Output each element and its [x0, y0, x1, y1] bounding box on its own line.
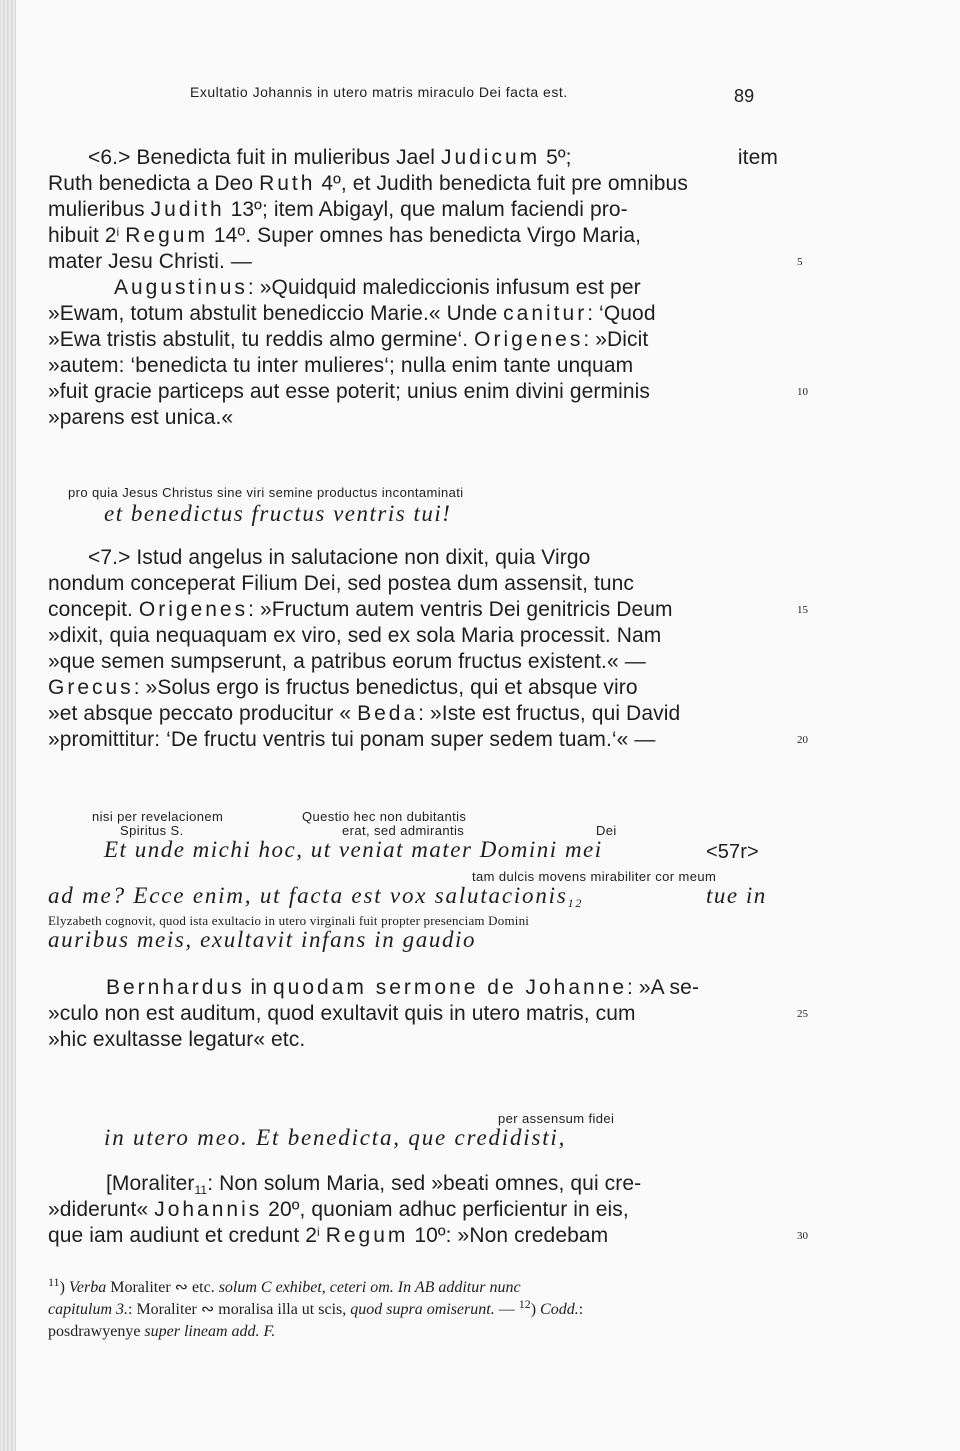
line-number: 5	[797, 256, 803, 268]
lemma-text: ad me? Ecce enim, ut facta est vox salutacionis$_{12}$	[48, 883, 584, 910]
text-line: <6.> Benedicta fuit in mulieribus Jael Judicum 5º; item	[88, 146, 778, 169]
text-line: concepit. Origenes: »Fructum autem ventris Dei genitricis Deum	[48, 598, 673, 621]
text-line: »parens est unica.«	[48, 406, 234, 429]
line-number: 25	[797, 1008, 808, 1020]
text-line: Ruth benedicta a Deo Ruth 4º, et Judith benedicta fuit pre omnibus	[48, 172, 688, 195]
interlinear-gloss: Dei	[596, 823, 617, 838]
lemma-text: Et unde michi hoc, ut veniat mater Domini mei	[104, 837, 603, 862]
interlinear-gloss: per assensum fidei	[498, 1111, 615, 1126]
text-line: Grecus: »Solus ergo is fructus benedictus, qui et absque viro	[48, 676, 638, 699]
text-line: »diderunt« Johannis 20º, quoniam adhuc perficientur in eis,	[48, 1198, 629, 1221]
line-number: 30	[797, 1230, 808, 1242]
text-line: »culo non est auditum, quod exultavit quis in utero matris, cum	[48, 1002, 636, 1025]
text-line: »Ewam, totum abstulit benediccio Marie.« Unde canitur: ‘Quod	[48, 302, 656, 325]
text-line: nondum conceperat Filium Dei, sed postea dum assensit, tunc	[48, 572, 635, 595]
line-number: 10	[797, 386, 808, 398]
text-line: »Ewa tristis abstulit, tu reddis almo germine‘. Origenes: »Dicit	[48, 328, 649, 351]
text-line: »autem: ‘benedicta tu inter mulieres‘; nulla enim tante unquam	[48, 354, 634, 377]
interlinear-gloss: Spiritus S.	[120, 823, 184, 838]
interlinear-gloss: tam dulcis movens mirabiliter cor meum	[472, 869, 717, 884]
text-line: <7.> Istud angelus in salutacione non dixit, quia Virgo	[88, 546, 591, 569]
lemma-text: auribus meis, exultavit infans in gaudio	[48, 927, 477, 952]
interlinear-gloss: nisi per revelacionem	[92, 809, 224, 824]
interlinear-gloss: Elyzabeth cognovit, quod ista exultacio in utero virginali fuit propter presenciam Domini	[48, 913, 530, 928]
text-line: hibuit 2$^i$ Regum 14º. Super omnes has benedicta Virgo Maria,	[48, 224, 642, 247]
text-line: que iam audiunt et credunt 2$^i$ Regum 10º: »Non credebam	[48, 1224, 609, 1247]
text-line: Bernhardus in quodam sermone de Johanne: »A se-	[106, 976, 700, 999]
footnote-line: $^{11}$) Verba Moraliter ∾ etc. solum C exhibet, ceteri om. In AB additur nunc	[48, 1275, 521, 1296]
line-number: 20	[797, 734, 808, 746]
text-line: [Moraliter$_{11}$: Non solum Maria, sed »beati omnes, qui cre-	[106, 1172, 642, 1197]
text-line: »hic exultasse legatur« etc.	[48, 1028, 306, 1051]
page-number: 89	[734, 86, 755, 106]
lemma-text: et benedictus fructus ventris tui!	[104, 501, 452, 526]
lemma-text: tue in	[706, 883, 767, 908]
text-line: »dixit, quia nequaquam ex viro, sed ex sola Maria processit. Nam	[48, 624, 662, 647]
text-line: mulieribus Judith 13º; item Abigayl, que malum faciendi pro-	[48, 198, 628, 221]
text-line: »promittitur: ‘De fructu ventris tui ponam super sedem tuam.‘« —	[48, 728, 656, 751]
running-title: Exultatio Johannis in utero matris miraculo Dei facta est.	[190, 84, 568, 100]
interlinear-gloss: Questio hec non dubitantis	[302, 809, 467, 824]
line-number: 15	[797, 604, 808, 616]
text-line: mater Jesu Christi. —	[48, 250, 252, 273]
text-line: »et absque peccato producitur « Beda: »Iste est fructus, qui David	[48, 702, 681, 725]
interlinear-gloss: pro quia Jesus Christus sine viri semine productus incontaminati	[68, 485, 464, 500]
lemma-text: in utero meo. Et benedicta, que credidisti,	[104, 1125, 567, 1150]
folio-marker: <57r>	[706, 841, 759, 863]
text-line: »que semen sumpserunt, a patribus eorum fructus existent.« —	[48, 650, 646, 673]
footnote-line: capitulum 3.: Moraliter ∾ moralisa illa ut scis, quod supra omiserunt. — $^{12}$) Codd.:	[48, 1297, 584, 1318]
text-line: Augustinus: »Quidquid malediccionis infusum est per	[114, 276, 641, 299]
text-line: »fuit gracie particeps aut esse poterit; unius enim divini germinis	[48, 380, 650, 403]
scan-edge	[0, 0, 16, 1451]
footnote-line: posdrawyenye super lineam add. F.	[48, 1323, 276, 1340]
interlinear-gloss: erat, sed admirantis	[342, 823, 465, 838]
